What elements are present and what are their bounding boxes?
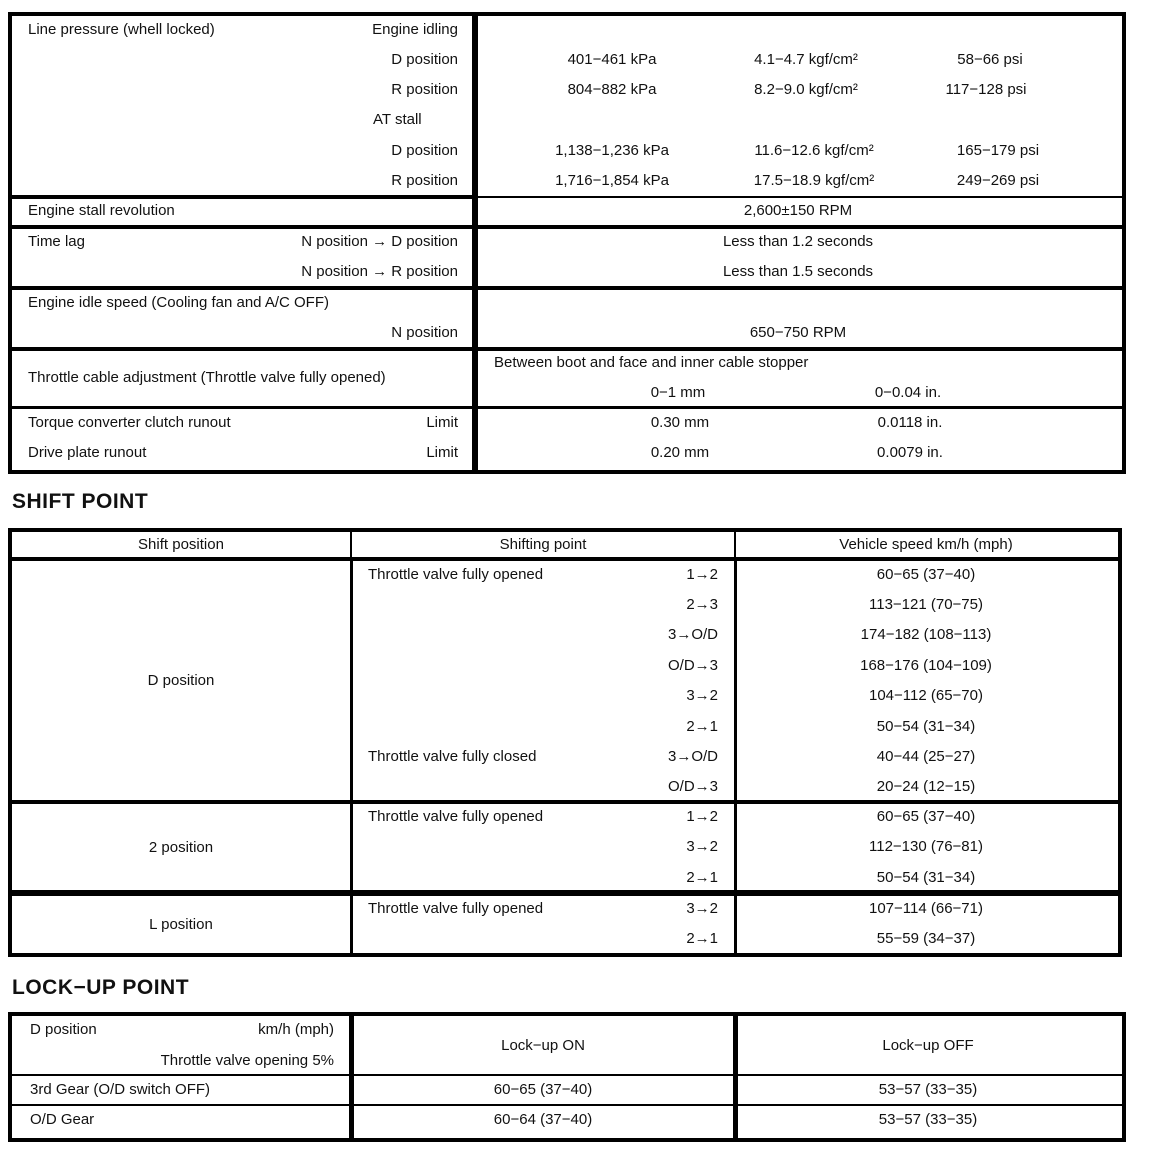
shift-gears: 3→2 [686,900,718,917]
stall-r-label: R position [391,172,458,189]
lockup-off: 53−57 (33−35) [878,1111,978,1128]
idle-d-kpa: 401−461 kPa [567,51,657,68]
lockup-throttle: Throttle valve opening 5% [160,1052,334,1069]
throttle-cable-desc: Between boot and face and inner cable stopper [494,354,809,371]
stall-d-kgf: 11.6−12.6 kgf/cm² [754,142,874,159]
shift-position-label: 2 position [148,839,214,856]
throttle-cable-in: 0−0.04 in. [874,384,942,401]
lockup-gear: 3rd Gear (O/D switch OFF) [30,1081,211,1098]
shift-position-label: L position [149,916,213,933]
torque-converter-mm: 0.30 mm [650,414,710,431]
drive-plate-label: Drive plate runout [28,444,147,461]
engine-stall-label: Engine stall revolution [28,202,175,219]
shift-gears: 2→3 [686,596,718,613]
header-vehicle-speed: Vehicle speed km/h (mph) [839,536,1013,553]
time-lag-label: Time lag [28,233,85,250]
header-shifting-point: Shifting point [499,536,587,553]
lockup-on: 60−64 (37−40) [493,1111,593,1128]
header-shift-position: Shift position [138,536,224,553]
idle-r-kpa: 804−882 kPa [567,81,657,98]
shift-gears: O/D→3 [667,778,718,795]
shift-gears: 1→2 [686,566,718,583]
throttle-cable-mm: 0−1 mm [650,384,706,401]
idle-speed-label: Engine idle speed (Cooling fan and A/C OFF) [28,294,330,311]
time-lag-nr-value: Less than 1.5 seconds [722,263,874,280]
lockup-off: 53−57 (33−35) [878,1081,978,1098]
shift-speed: 107−114 (66−71) [869,900,983,917]
engine-idling-label: Engine idling [372,21,458,38]
idle-speed-sub: N position [391,324,458,341]
drive-plate-in: 0.0079 in. [877,444,943,461]
torque-converter-in: 0.0118 in. [877,414,943,431]
shift-speed: 50−54 (31−34) [876,718,976,735]
torque-converter-label: Torque converter clutch runout [28,414,231,431]
shift-speed: 112−130 (76−81) [869,838,983,855]
engine-stall-value: 2,600±150 RPM [743,202,853,219]
time-lag-nd-value: Less than 1.2 seconds [722,233,874,250]
shift-speed: 60−65 (37−40) [876,808,976,825]
idle-d-label: D position [391,51,458,68]
time-lag-nr: N position → R position [301,263,458,280]
idle-r-label: R position [391,81,458,98]
shift-condition: Throttle valve fully opened [368,566,544,583]
shift-condition: Throttle valve fully closed [368,748,537,765]
idle-speed-value: 650−750 RPM [749,324,847,341]
stall-d-label: D position [391,142,458,159]
shift-speed: 174−182 (108−113) [860,626,992,643]
stall-r-kpa: 1,716−1,854 kPa [555,172,669,189]
shift-gears: 2→1 [686,718,718,735]
shift-gears: 1→2 [686,808,718,825]
shift-point-title: SHIFT POINT [12,490,149,513]
lockup-off-header: Lock−up OFF [882,1037,974,1054]
shift-gears: 3→O/D [667,626,718,643]
lockup-on: 60−65 (37−40) [493,1081,593,1098]
idle-d-psi: 58−66 psi [957,51,1023,68]
shift-gears: 2→1 [686,869,718,886]
shift-speed: 40−44 (25−27) [876,748,976,765]
shift-speed: 50−54 (31−34) [876,869,976,886]
lockup-point-title: LOCK−UP POINT [12,976,190,999]
time-lag-nd: N position → D position [301,233,458,250]
idle-r-psi: 117−128 psi [945,81,1027,98]
stall-d-kpa: 1,138−1,236 kPa [555,142,669,159]
drive-plate-mm: 0.20 mm [650,444,710,461]
lockup-d-position: D position [30,1021,97,1038]
at-stall-label: AT stall [373,111,422,128]
lockup-unit: km/h (mph) [258,1021,334,1038]
shift-gears: 2→1 [686,930,718,947]
lockup-gear: O/D Gear [30,1111,95,1128]
shift-position-label: D position [147,672,215,689]
shift-gears: 3→2 [686,838,718,855]
shift-condition: Throttle valve fully opened [368,808,544,825]
shift-gears: 3→O/D [667,748,718,765]
stall-r-kgf: 17.5−18.9 kgf/cm² [753,172,875,189]
line-pressure-label: Line pressure (whell locked) [28,21,215,38]
stall-d-psi: 165−179 psi [956,142,1040,159]
lockup-on-header: Lock−up ON [501,1037,585,1054]
shift-gears: O/D→3 [667,657,718,674]
shift-speed: 20−24 (12−15) [876,778,976,795]
shift-speed: 168−176 (104−109) [860,657,992,674]
shift-condition: Throttle valve fully opened [368,900,544,917]
shift-speed: 113−121 (70−75) [869,596,983,613]
shift-gears: 3→2 [686,687,718,704]
shift-speed: 60−65 (37−40) [876,566,976,583]
idle-d-kgf: 4.1−4.7 kgf/cm² [754,51,858,68]
torque-converter-limit: Limit [426,414,458,431]
stall-r-psi: 249−269 psi [956,172,1040,189]
drive-plate-limit: Limit [426,444,458,461]
idle-r-kgf: 8.2−9.0 kgf/cm² [754,81,858,98]
shift-speed: 55−59 (34−37) [876,930,976,947]
throttle-cable-label: Throttle cable adjustment (Throttle valve fully opened) [28,369,386,386]
shift-speed: 104−112 (65−70) [869,687,983,704]
